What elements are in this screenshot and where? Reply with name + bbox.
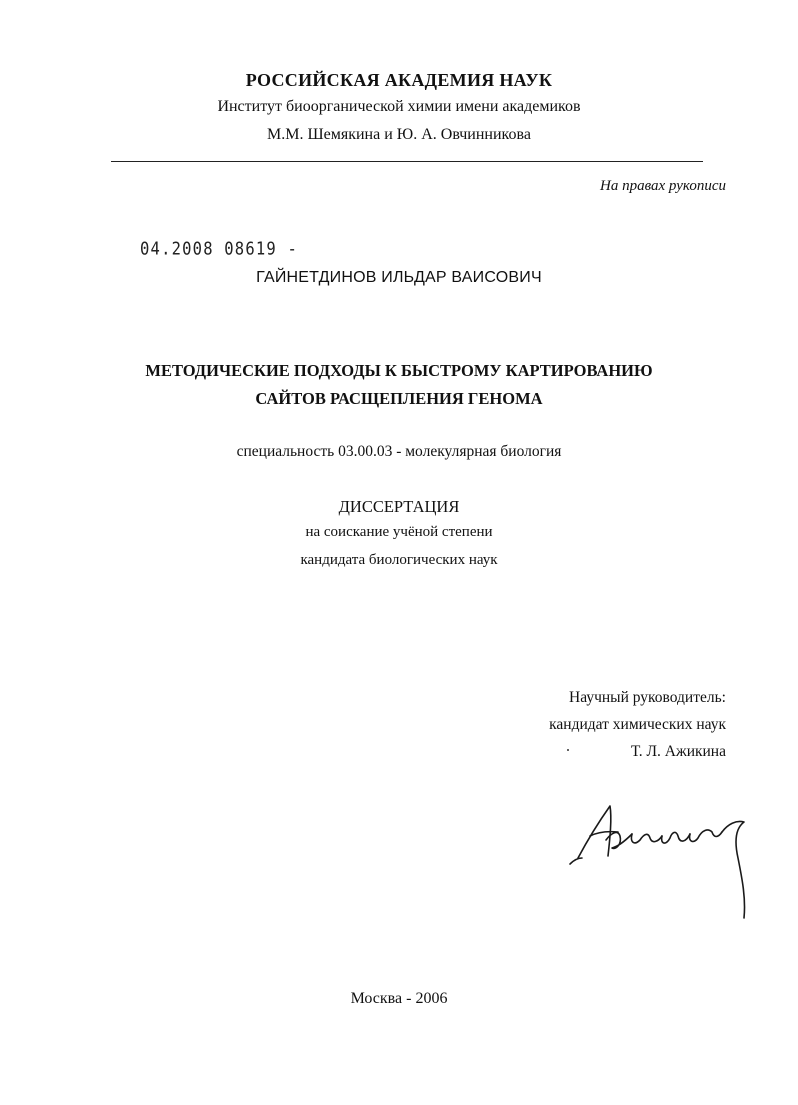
header-divider — [111, 161, 703, 162]
academy-title: РОССИЙСКАЯ АКАДЕМИЯ НАУК — [245, 70, 553, 90]
thesis-title-line1: МЕТОДИЧЕСКИЕ ПОДХОДЫ К БЫСТРОМУ КАРТИРОВАНИЮ — [145, 361, 653, 380]
registration-number-stamp — [140, 239, 298, 259]
ink-dot — [567, 749, 569, 751]
author-name: ГАЙНЕТДИНОВ ИЛЬДАР ВАИСОВИЧ — [256, 269, 542, 286]
supervisor-degree: кандидат химических наук — [549, 716, 726, 733]
stamp-mark: - — [276, 238, 298, 260]
dissertation-degree-line2: кандидата биологических наук — [300, 552, 498, 568]
institute-name-line1: Институт биоорганической химии имени академиков — [217, 98, 581, 115]
supervisor-name: Т. Л. Ажикина — [630, 743, 726, 760]
rights-note: На правах рукописи — [600, 178, 726, 194]
registration-number: 04.2008 08619 — [140, 238, 277, 260]
city-year: Москва - 2006 — [350, 990, 448, 1007]
institute-name-line2: М.М. Шемякина и Ю. А. Овчинникова — [267, 126, 531, 143]
dissertation-heading: ДИССЕРТАЦИЯ — [338, 497, 460, 516]
handwritten-signature — [568, 798, 763, 923]
dissertation-degree-line1: на соискание учёной степени — [305, 524, 493, 540]
supervisor-label: Научный руководитель: — [569, 689, 726, 706]
thesis-title-line2: САЙТОВ РАСЩЕПЛЕНИЯ ГЕНОМА — [255, 389, 543, 408]
specialty-line: специальность 03.00.03 - молекулярная биология — [236, 443, 562, 460]
